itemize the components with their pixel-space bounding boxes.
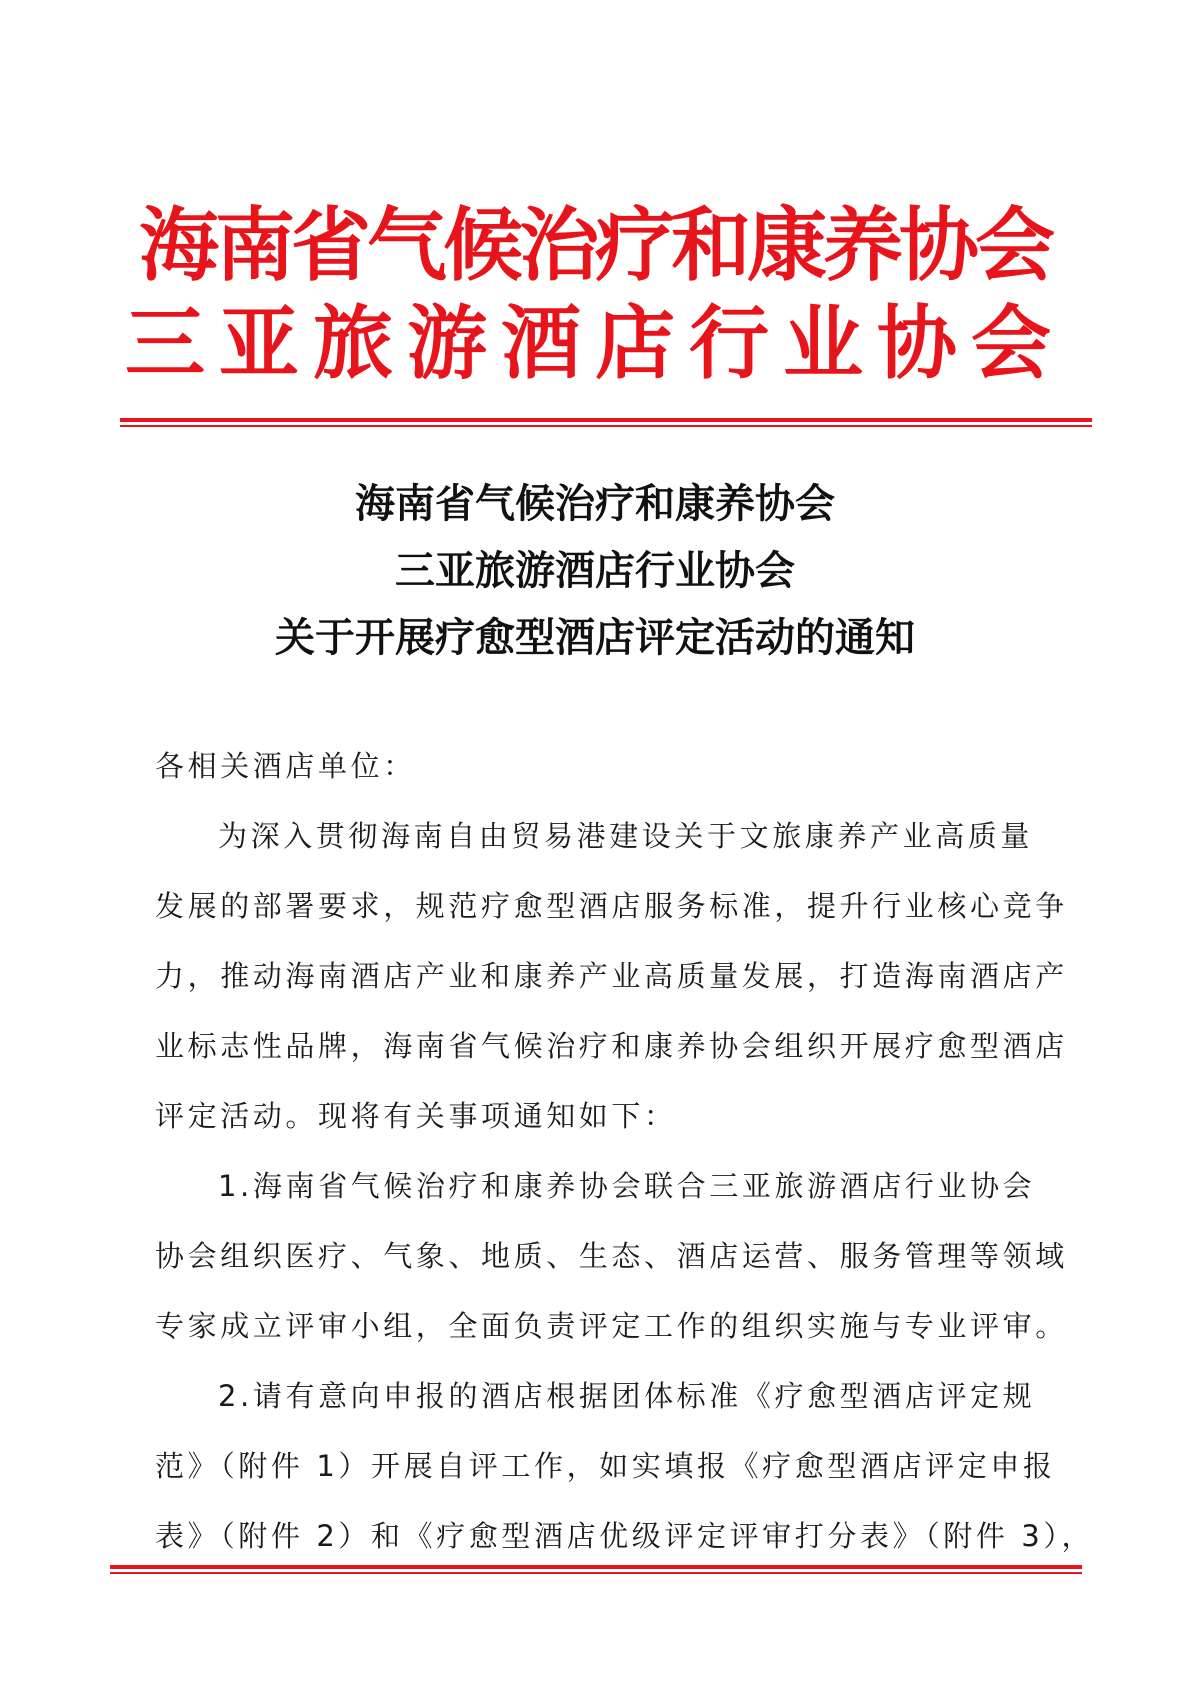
footer-divider-thick (110, 1565, 1082, 1569)
letterhead-org-sanya: 三亚旅游酒店行业协会 (125, 296, 1065, 390)
body-line: 发展的部署要求，规范疗愈型酒店服务标准，提升行业核心竞争 (155, 889, 1068, 923)
footer-divider-thin (110, 1572, 1082, 1574)
body-line: 表》（附件 2）和《疗愈型酒店优级评定评审打分表》（附件 3）， (155, 1519, 1095, 1553)
body-line: 1.海南省气候治疗和康养协会联合三亚旅游酒店行业协会 (218, 1169, 1036, 1203)
body-line: 协会组织医疗、气象、地质、生态、酒店运营、服务管理等领域 (155, 1239, 1068, 1273)
body-line: 范》（附件 1）开展自评工作，如实填报《疗愈型酒店评定申报 (155, 1449, 1056, 1483)
letterhead-divider-thin (120, 425, 1092, 427)
document-title-line2: 三亚旅游酒店行业协会 (395, 547, 795, 594)
salutation: 各相关酒店单位： (155, 749, 416, 783)
body-line: 专家成立评审小组，全面负责评定工作的组织实施与专业评审。 (155, 1309, 1068, 1343)
letterhead-org-hainan: 海南省气候治疗和康养协会 (139, 198, 1051, 292)
document-title-line3: 关于开展疗愈型酒店评定活动的通知 (275, 614, 915, 661)
body-line: 业标志性品牌，海南省气候治疗和康养协会组织开展疗愈型酒店 (155, 1029, 1068, 1063)
body-line: 2.请有意向申报的酒店根据团体标准《疗愈型酒店评定规 (218, 1379, 1036, 1413)
letterhead-divider-thick (120, 418, 1092, 422)
body-line: 为深入贯彻海南自由贸易港建设关于文旅康养产业高质量 (218, 819, 1034, 853)
document-title-line1: 海南省气候治疗和康养协会 (355, 480, 835, 527)
body-line: 评定活动。现将有关事项通知如下： (155, 1099, 677, 1133)
body-line: 力，推动海南酒店产业和康养产业高质量发展，打造海南酒店产 (155, 959, 1068, 993)
